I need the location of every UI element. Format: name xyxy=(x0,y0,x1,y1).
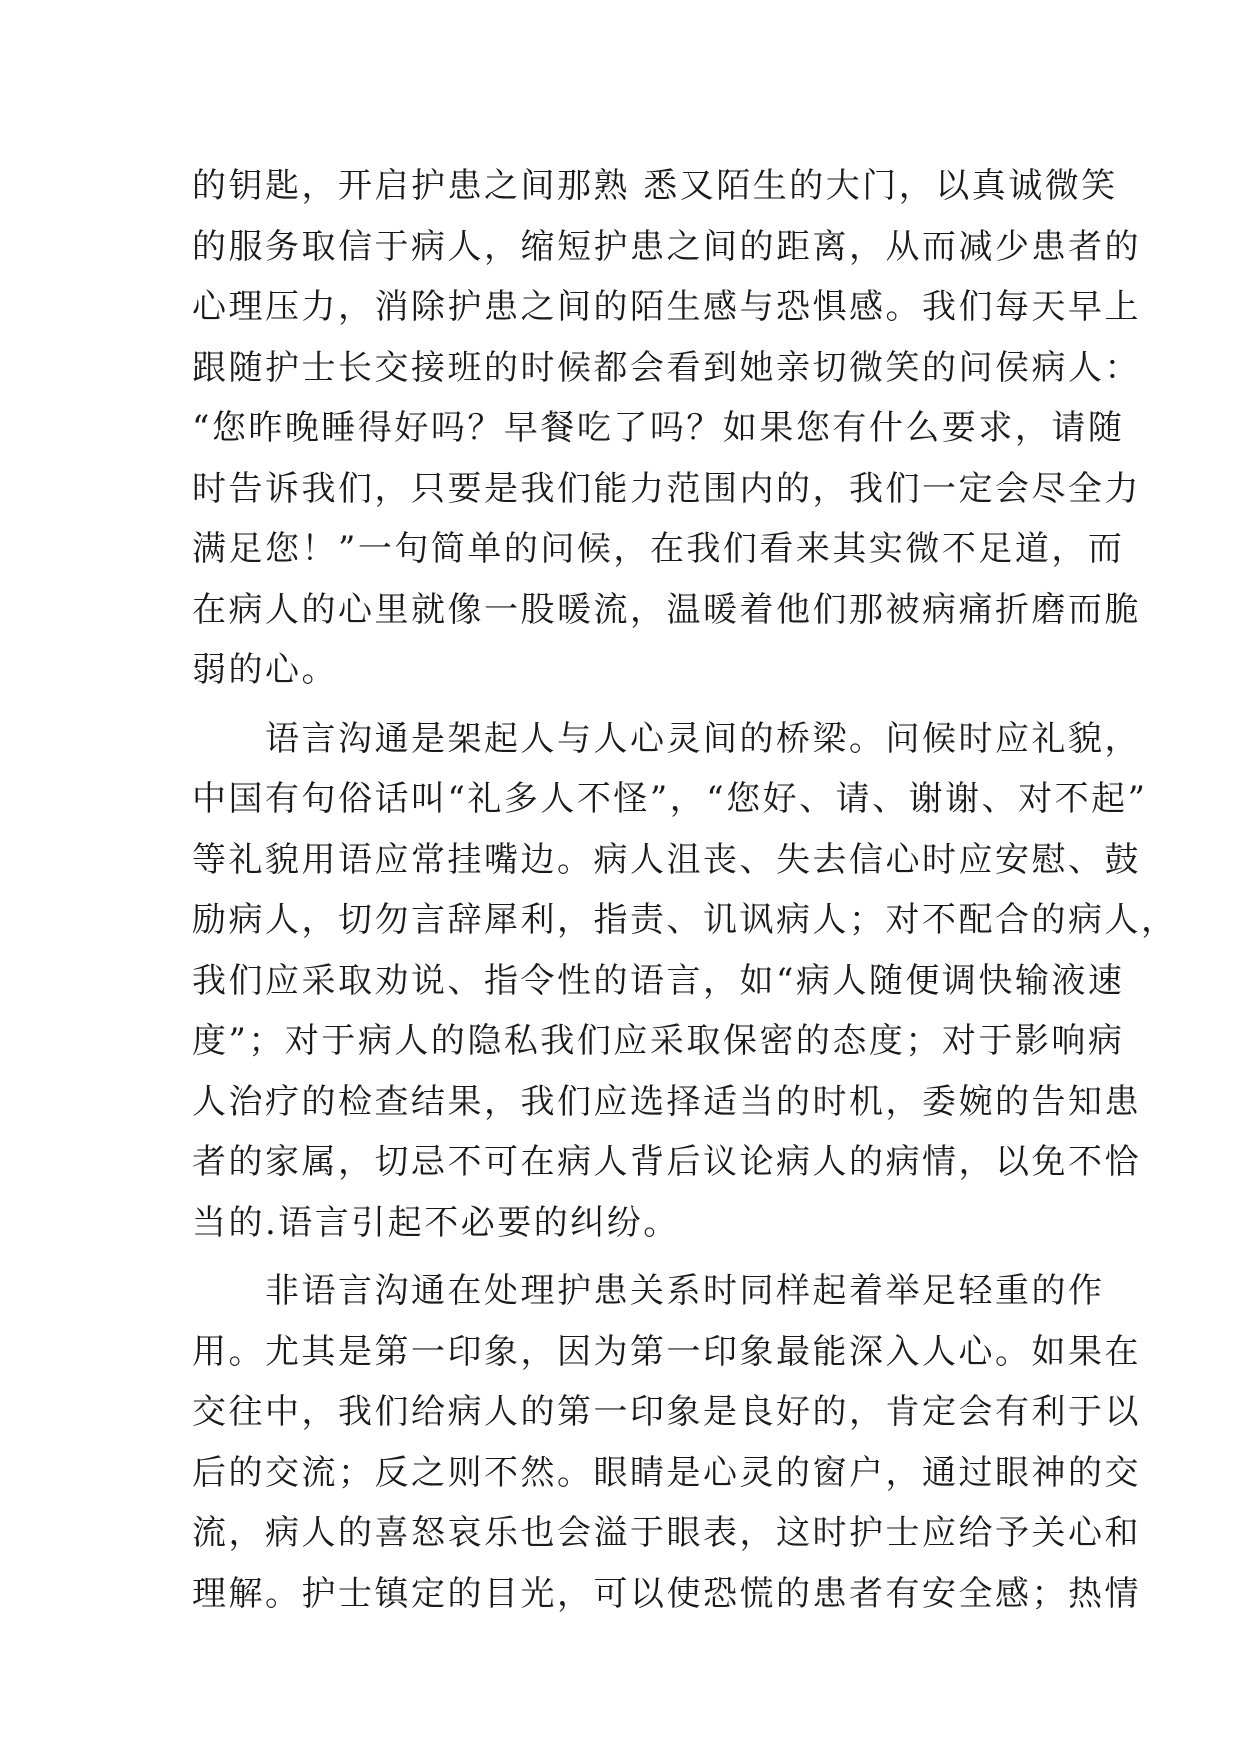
text-line: 的钥匙，开启护患之间那熟 悉又陌生的大门，以真诚微笑 xyxy=(192,166,1118,206)
text-line: 用。尤其是第一印象，因为第一印象最能深入人心。如果在 xyxy=(192,1331,1141,1372)
text-line: 当的.语言引起不必要的纠纷。 xyxy=(192,1202,680,1243)
text-line: 跟随护士长交接班的时候都会看到她亲切微笑的问侯病人： xyxy=(192,347,1141,388)
text-line: 者的家属，切忌不可在病人背后议论病人的病情，以免不恰 xyxy=(192,1142,1141,1182)
text-line: “您昨晚睡得好吗？早餐吃了吗？如果您有什么要求，请随 xyxy=(192,408,1125,448)
text-line: 语言沟通是架起人与人心灵间的桥梁。问候时应礼貌， xyxy=(192,718,1141,759)
body-text xyxy=(192,156,1178,1624)
paragraph-3 xyxy=(192,1261,1141,1624)
text-line: 的服务取信于病人，缩短护患之间的距离，从而减少患者的 xyxy=(192,226,1141,267)
text-line: 理解。护士镇定的目光，可以使恐慌的患者有安全感；热情 xyxy=(192,1573,1141,1614)
text-line: 在病人的心里就像一股暖流，温暖着他们那被病痛折磨而脆 xyxy=(192,589,1141,630)
paragraph-spacer xyxy=(192,1253,1072,1261)
text-line: 后的交流；反之则不然。眼睛是心灵的窗户，通过眼神的交 xyxy=(192,1452,1141,1493)
paragraph-2 xyxy=(192,709,1178,1254)
text-line: 度”；对于病人的隐私我们应采取保密的态度；对于影响病 xyxy=(192,1021,1125,1061)
paragraph-1 xyxy=(192,156,1141,701)
text-line: 时告诉我们，只要是我们能力范围内的，我们一定会尽全力 xyxy=(192,468,1141,509)
text-line: 人治疗的检查结果，我们应选择适当的时机，委婉的告知患 xyxy=(192,1081,1141,1122)
paragraph-spacer xyxy=(192,701,1072,709)
text-line: 弱的心。 xyxy=(192,650,338,690)
text-line: 中国有句俗话叫“礼多人不怪”，“您好、请、谢谢、对不起” xyxy=(192,779,1148,819)
text-line: 非语言沟通在处理护患关系时同样起着举足轻重的作 xyxy=(192,1271,1105,1311)
text-line: 励病人，切勿言辞犀利，指责、讥讽病人；对不配合的病人， xyxy=(192,900,1178,940)
text-line: 交往中，我们给病人的第一印象是良好的，肯定会有利于以 xyxy=(192,1392,1141,1432)
text-line: 等礼貌用语应常挂嘴边。病人沮丧、失去信心时应安慰、鼓 xyxy=(192,839,1141,880)
text-line: 心理压力，消除护患之间的陌生感与恐惧感。我们每天早上 xyxy=(192,287,1141,327)
text-line: 满足您！”一句简单的问候，在我们看来其实微不足道，而 xyxy=(192,529,1125,569)
text-line: 我们应采取劝说、指令性的语言，如“病人随便调快输液速 xyxy=(192,960,1125,1001)
text-line: 流，病人的喜怒哀乐也会溢于眼表，这时护士应给予关心和 xyxy=(192,1513,1141,1553)
